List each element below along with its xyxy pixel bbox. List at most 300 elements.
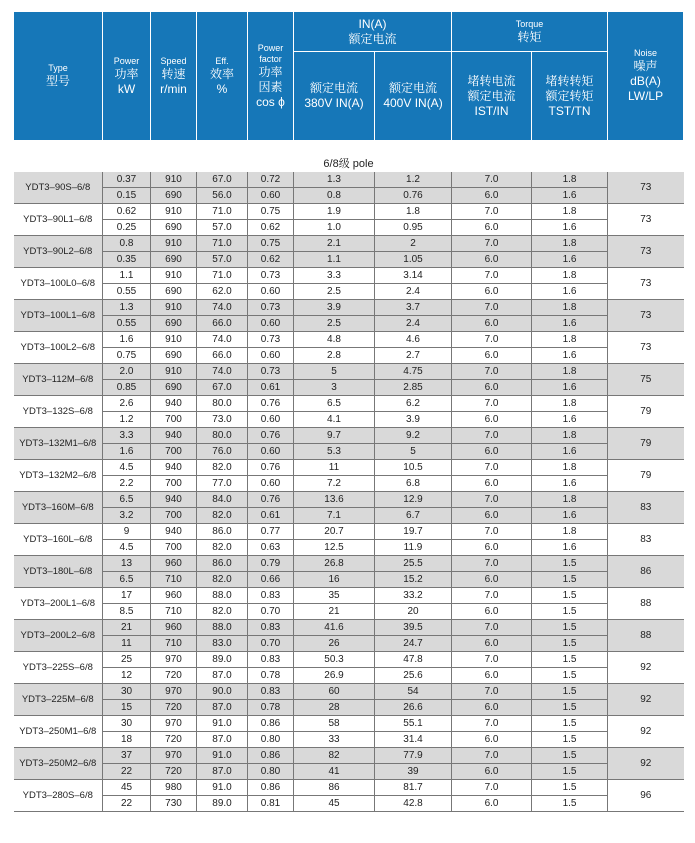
table-row xyxy=(14,476,684,492)
value-cell: 11 xyxy=(103,636,151,652)
value-cell: 1.5 xyxy=(532,588,608,604)
value-cell: 6.0 xyxy=(452,252,532,268)
value-cell: 6.5 xyxy=(103,492,151,508)
value-cell: 7.0 xyxy=(452,748,532,764)
noise-en: Noise xyxy=(634,48,658,58)
pf-en-1: Power xyxy=(257,42,284,53)
value-cell: 1.05 xyxy=(375,252,452,268)
eff-en: Eff. xyxy=(215,55,229,66)
value-cell: 6.0 xyxy=(452,380,532,396)
value-cell: 3.3 xyxy=(103,428,151,444)
table-row xyxy=(14,252,684,268)
value-cell: 37 xyxy=(103,748,151,764)
value-cell: 87.0 xyxy=(197,732,248,748)
value-cell: 1.6 xyxy=(532,188,608,204)
value-cell: 0.73 xyxy=(248,364,294,380)
model-cell: YDT3–112M–6/8 xyxy=(14,364,103,396)
value-cell: 82.0 xyxy=(197,540,248,556)
value-cell: 720 xyxy=(151,700,197,716)
value-cell: 26.6 xyxy=(375,700,452,716)
value-cell: 0.35 xyxy=(103,252,151,268)
value-cell: 0.60 xyxy=(248,444,294,460)
value-cell: 0.77 xyxy=(248,524,294,540)
value-cell: 0.73 xyxy=(248,268,294,284)
value-cell: 0.76 xyxy=(248,460,294,476)
ist-label: IST/IN xyxy=(474,103,509,118)
value-cell: 7.0 xyxy=(452,300,532,316)
value-cell: 4.5 xyxy=(103,460,151,476)
value-cell: 66.0 xyxy=(197,348,248,364)
value-cell: 84.0 xyxy=(197,492,248,508)
speed-cn: 转速 xyxy=(161,66,186,81)
value-cell: 700 xyxy=(151,444,197,460)
table-row xyxy=(14,172,684,188)
table-body xyxy=(14,148,684,812)
value-cell: 1.5 xyxy=(532,652,608,668)
table-row xyxy=(14,380,684,396)
value-cell: 0.72 xyxy=(248,172,294,188)
value-cell: 71.0 xyxy=(197,236,248,252)
value-cell: 690 xyxy=(151,284,197,300)
value-cell: 1.8 xyxy=(532,204,608,220)
value-cell: 1.6 xyxy=(532,348,608,364)
value-cell: 0.75 xyxy=(248,204,294,220)
model-cell: YDT3–160L–6/8 xyxy=(14,524,103,556)
value-cell: 80.0 xyxy=(197,428,248,444)
value-cell: 0.76 xyxy=(248,428,294,444)
table-row xyxy=(14,796,684,812)
table-row xyxy=(14,268,684,284)
value-cell: 77.0 xyxy=(197,476,248,492)
noise-cell: 73 xyxy=(608,236,684,268)
value-cell: 970 xyxy=(151,652,197,668)
value-cell: 940 xyxy=(151,524,197,540)
value-cell: 41.6 xyxy=(294,620,375,636)
value-cell: 7.0 xyxy=(452,332,532,348)
value-cell: 1.5 xyxy=(532,764,608,780)
value-cell: 6.5 xyxy=(294,396,375,412)
value-cell: 57.0 xyxy=(197,252,248,268)
table-row xyxy=(14,572,684,588)
value-cell: 9.7 xyxy=(294,428,375,444)
table-row xyxy=(14,236,684,252)
value-cell: 0.55 xyxy=(103,316,151,332)
value-cell: 91.0 xyxy=(197,716,248,732)
value-cell: 690 xyxy=(151,316,197,332)
speed-en: Speed xyxy=(160,55,187,66)
value-cell: 13 xyxy=(103,556,151,572)
type-cn: 型号 xyxy=(45,74,70,88)
tst-label: TST/TN xyxy=(548,103,591,118)
value-cell: 0.86 xyxy=(248,716,294,732)
table-row xyxy=(14,556,684,572)
value-cell: 6.7 xyxy=(375,508,452,524)
value-cell: 700 xyxy=(151,508,197,524)
value-cell: 1.2 xyxy=(375,172,452,188)
value-cell: 33.2 xyxy=(375,588,452,604)
value-cell: 1.5 xyxy=(532,796,608,812)
section-title: 6/8级 pole xyxy=(14,148,684,172)
value-cell: 690 xyxy=(151,220,197,236)
value-cell: 1.5 xyxy=(532,684,608,700)
value-cell: 4.6 xyxy=(375,332,452,348)
in-group-en: IN(A) xyxy=(358,16,387,31)
value-cell: 910 xyxy=(151,268,197,284)
value-cell: 7.0 xyxy=(452,396,532,412)
value-cell: 21 xyxy=(294,604,375,620)
value-cell: 910 xyxy=(151,236,197,252)
value-cell: 86.0 xyxy=(197,556,248,572)
value-cell: 980 xyxy=(151,780,197,796)
value-cell: 0.8 xyxy=(294,188,375,204)
value-cell: 22 xyxy=(103,764,151,780)
noise-cell: 73 xyxy=(608,332,684,364)
value-cell: 54 xyxy=(375,684,452,700)
value-cell: 6.0 xyxy=(452,348,532,364)
value-cell: 2.5 xyxy=(294,316,375,332)
value-cell: 910 xyxy=(151,332,197,348)
type-en: Type xyxy=(48,63,68,73)
value-cell: 690 xyxy=(151,252,197,268)
value-cell: 87.0 xyxy=(197,764,248,780)
value-cell: 910 xyxy=(151,300,197,316)
value-cell: 0.86 xyxy=(248,748,294,764)
value-cell: 1.8 xyxy=(532,332,608,348)
col-header-type xyxy=(14,12,103,141)
value-cell: 57.0 xyxy=(197,220,248,236)
table-row xyxy=(14,684,684,700)
table-row xyxy=(14,188,684,204)
col-header-speed xyxy=(151,12,197,141)
value-cell: 5 xyxy=(294,364,375,380)
value-cell: 940 xyxy=(151,396,197,412)
in380-label: 380V IN(A) xyxy=(304,96,364,110)
value-cell: 0.83 xyxy=(248,588,294,604)
value-cell: 7.0 xyxy=(452,428,532,444)
value-cell: 0.70 xyxy=(248,604,294,620)
value-cell: 960 xyxy=(151,556,197,572)
model-cell: YDT3–180L–6/8 xyxy=(14,556,103,588)
value-cell: 2.4 xyxy=(375,316,452,332)
value-cell: 1.6 xyxy=(532,252,608,268)
value-cell: 0.62 xyxy=(248,220,294,236)
col-group-rated-current xyxy=(294,12,452,52)
noise-unit-1: dB(A) xyxy=(630,74,661,88)
value-cell: 12.5 xyxy=(294,540,375,556)
value-cell: 1.5 xyxy=(532,780,608,796)
value-cell: 0.80 xyxy=(248,732,294,748)
value-cell: 970 xyxy=(151,716,197,732)
value-cell: 12 xyxy=(103,668,151,684)
col-header-power xyxy=(103,12,151,141)
table-row xyxy=(14,444,684,460)
value-cell: 1.8 xyxy=(532,268,608,284)
model-cell: YDT3–280S–6/8 xyxy=(14,780,103,812)
value-cell: 2.1 xyxy=(294,236,375,252)
value-cell: 1.5 xyxy=(532,700,608,716)
value-cell: 700 xyxy=(151,476,197,492)
value-cell: 7.0 xyxy=(452,460,532,476)
in400-cn: 额定电流 xyxy=(389,81,438,95)
value-cell: 6.0 xyxy=(452,284,532,300)
noise-cell: 73 xyxy=(608,172,684,204)
col-header-eff xyxy=(197,12,248,141)
value-cell: 0.73 xyxy=(248,300,294,316)
value-cell: 6.0 xyxy=(452,220,532,236)
table-row xyxy=(14,508,684,524)
value-cell: 2.85 xyxy=(375,380,452,396)
value-cell: 11 xyxy=(294,460,375,476)
value-cell: 0.79 xyxy=(248,556,294,572)
power-en: Power xyxy=(113,55,140,66)
table-row xyxy=(14,588,684,604)
value-cell: 690 xyxy=(151,348,197,364)
pf-unit: cos ϕ xyxy=(256,94,285,109)
noise-cell: 79 xyxy=(608,428,684,460)
value-cell: 18 xyxy=(103,732,151,748)
value-cell: 4.8 xyxy=(294,332,375,348)
value-cell: 28 xyxy=(294,700,375,716)
value-cell: 6.0 xyxy=(452,636,532,652)
value-cell: 0.78 xyxy=(248,700,294,716)
eff-unit: % xyxy=(216,81,228,96)
value-cell: 910 xyxy=(151,172,197,188)
value-cell: 39.5 xyxy=(375,620,452,636)
table-row xyxy=(14,204,684,220)
table-row xyxy=(14,636,684,652)
value-cell: 940 xyxy=(151,428,197,444)
model-cell: YDT3–132S–6/8 xyxy=(14,396,103,428)
model-cell: YDT3–90L2–6/8 xyxy=(14,236,103,268)
value-cell: 1.5 xyxy=(532,620,608,636)
value-cell: 5 xyxy=(375,444,452,460)
value-cell: 1.6 xyxy=(532,316,608,332)
value-cell: 7.0 xyxy=(452,652,532,668)
value-cell: 6.0 xyxy=(452,476,532,492)
model-cell: YDT3–250M1–6/8 xyxy=(14,716,103,748)
value-cell: 3.2 xyxy=(103,508,151,524)
value-cell: 67.0 xyxy=(197,172,248,188)
value-cell: 22 xyxy=(103,796,151,812)
table-row xyxy=(14,220,684,236)
value-cell: 1.6 xyxy=(532,380,608,396)
value-cell: 0.37 xyxy=(103,172,151,188)
value-cell: 1.6 xyxy=(532,508,608,524)
value-cell: 7.0 xyxy=(452,364,532,380)
table-row xyxy=(14,700,684,716)
value-cell: 80.0 xyxy=(197,396,248,412)
value-cell: 41 xyxy=(294,764,375,780)
value-cell: 10.5 xyxy=(375,460,452,476)
value-cell: 82.0 xyxy=(197,508,248,524)
value-cell: 0.61 xyxy=(248,380,294,396)
value-cell: 690 xyxy=(151,188,197,204)
value-cell: 20.7 xyxy=(294,524,375,540)
table-row xyxy=(14,284,684,300)
value-cell: 6.0 xyxy=(452,316,532,332)
motor-spec-table xyxy=(13,11,684,812)
table-row xyxy=(14,364,684,380)
value-cell: 1.1 xyxy=(294,252,375,268)
value-cell: 1.5 xyxy=(532,556,608,572)
noise-cell: 75 xyxy=(608,364,684,396)
value-cell: 2.2 xyxy=(103,476,151,492)
value-cell: 0.61 xyxy=(248,508,294,524)
value-cell: 55.1 xyxy=(375,716,452,732)
noise-cell: 83 xyxy=(608,524,684,556)
value-cell: 13.6 xyxy=(294,492,375,508)
value-cell: 60 xyxy=(294,684,375,700)
value-cell: 7.0 xyxy=(452,780,532,796)
value-cell: 7.0 xyxy=(452,620,532,636)
value-cell: 1.6 xyxy=(532,220,608,236)
noise-cell: 86 xyxy=(608,556,684,588)
value-cell: 1.6 xyxy=(532,476,608,492)
value-cell: 0.25 xyxy=(103,220,151,236)
value-cell: 1.8 xyxy=(532,396,608,412)
value-cell: 6.5 xyxy=(103,572,151,588)
value-cell: 89.0 xyxy=(197,652,248,668)
value-cell: 7.0 xyxy=(452,588,532,604)
value-cell: 45 xyxy=(103,780,151,796)
value-cell: 1.8 xyxy=(532,492,608,508)
pf-en-2: factor xyxy=(259,53,282,64)
value-cell: 1.6 xyxy=(532,540,608,556)
value-cell: 1.2 xyxy=(103,412,151,428)
value-cell: 1.5 xyxy=(532,636,608,652)
value-cell: 71.0 xyxy=(197,268,248,284)
model-cell: YDT3–250M2–6/8 xyxy=(14,748,103,780)
value-cell: 0.81 xyxy=(248,796,294,812)
value-cell: 86.0 xyxy=(197,524,248,540)
value-cell: 24.7 xyxy=(375,636,452,652)
noise-cell: 88 xyxy=(608,588,684,620)
table-row xyxy=(14,492,684,508)
value-cell: 5.3 xyxy=(294,444,375,460)
table-row xyxy=(14,604,684,620)
value-cell: 0.76 xyxy=(375,188,452,204)
value-cell: 1.0 xyxy=(294,220,375,236)
value-cell: 0.76 xyxy=(248,492,294,508)
value-cell: 7.0 xyxy=(452,556,532,572)
noise-cell: 73 xyxy=(608,300,684,332)
value-cell: 1.9 xyxy=(294,204,375,220)
table-row xyxy=(14,412,684,428)
value-cell: 1.5 xyxy=(532,572,608,588)
table-row xyxy=(14,332,684,348)
value-cell: 940 xyxy=(151,492,197,508)
table-row xyxy=(14,716,684,732)
table-row xyxy=(14,348,684,364)
model-cell: YDT3–100L2–6/8 xyxy=(14,332,103,364)
value-cell: 86 xyxy=(294,780,375,796)
value-cell: 21 xyxy=(103,620,151,636)
value-cell: 1.3 xyxy=(103,300,151,316)
value-cell: 39 xyxy=(375,764,452,780)
eff-cn: 效率 xyxy=(209,66,234,81)
value-cell: 0.8 xyxy=(103,236,151,252)
value-cell: 700 xyxy=(151,412,197,428)
col-header-power-factor xyxy=(248,12,294,141)
value-cell: 56.0 xyxy=(197,188,248,204)
value-cell: 83.0 xyxy=(197,636,248,652)
value-cell: 74.0 xyxy=(197,364,248,380)
value-cell: 2.8 xyxy=(294,348,375,364)
noise-cell: 73 xyxy=(608,268,684,300)
value-cell: 0.60 xyxy=(248,476,294,492)
table-row xyxy=(14,732,684,748)
value-cell: 0.60 xyxy=(248,348,294,364)
table-row xyxy=(14,780,684,796)
spec-table-container xyxy=(13,11,683,812)
value-cell: 970 xyxy=(151,748,197,764)
value-cell: 15 xyxy=(103,700,151,716)
value-cell: 71.0 xyxy=(197,204,248,220)
value-cell: 1.8 xyxy=(532,172,608,188)
value-cell: 7.0 xyxy=(452,716,532,732)
value-cell: 8.5 xyxy=(103,604,151,620)
value-cell: 7.2 xyxy=(294,476,375,492)
noise-cell: 92 xyxy=(608,652,684,684)
speed-unit: r/min xyxy=(160,81,187,96)
value-cell: 1.6 xyxy=(103,444,151,460)
value-cell: 50.3 xyxy=(294,652,375,668)
col-header-in-380v xyxy=(294,52,375,141)
value-cell: 1.8 xyxy=(532,460,608,476)
value-cell: 6.0 xyxy=(452,540,532,556)
model-cell: YDT3–100L0–6/8 xyxy=(14,268,103,300)
value-cell: 720 xyxy=(151,732,197,748)
value-cell: 2 xyxy=(375,236,452,252)
value-cell: 6.0 xyxy=(452,700,532,716)
tst-cn-1: 堵转转矩 xyxy=(545,73,594,88)
noise-cell: 96 xyxy=(608,780,684,812)
value-cell: 3.9 xyxy=(294,300,375,316)
value-cell: 66.0 xyxy=(197,316,248,332)
noise-unit-2: LW/LP xyxy=(627,89,664,103)
value-cell: 1.8 xyxy=(532,300,608,316)
value-cell: 88.0 xyxy=(197,588,248,604)
in380-cn: 额定电流 xyxy=(309,81,358,95)
value-cell: 67.0 xyxy=(197,380,248,396)
value-cell: 9 xyxy=(103,524,151,540)
model-cell: YDT3–132M1–6/8 xyxy=(14,428,103,460)
value-cell: 1.8 xyxy=(532,236,608,252)
model-cell: YDT3–100L1–6/8 xyxy=(14,300,103,332)
value-cell: 7.0 xyxy=(452,204,532,220)
value-cell: 88.0 xyxy=(197,620,248,636)
value-cell: 1.5 xyxy=(532,716,608,732)
noise-cell: 79 xyxy=(608,460,684,492)
value-cell: 6.0 xyxy=(452,572,532,588)
table-row xyxy=(14,316,684,332)
table-row xyxy=(14,668,684,684)
value-cell: 81.7 xyxy=(375,780,452,796)
table-row xyxy=(14,396,684,412)
value-cell: 74.0 xyxy=(197,332,248,348)
model-cell: YDT3–225S–6/8 xyxy=(14,652,103,684)
table-header xyxy=(14,12,684,149)
value-cell: 0.60 xyxy=(248,188,294,204)
value-cell: 0.78 xyxy=(248,668,294,684)
value-cell: 0.75 xyxy=(103,348,151,364)
value-cell: 35 xyxy=(294,588,375,604)
value-cell: 0.73 xyxy=(248,332,294,348)
model-cell: YDT3–90S–6/8 xyxy=(14,172,103,204)
value-cell: 87.0 xyxy=(197,668,248,684)
value-cell: 31.4 xyxy=(375,732,452,748)
value-cell: 6.0 xyxy=(452,764,532,780)
